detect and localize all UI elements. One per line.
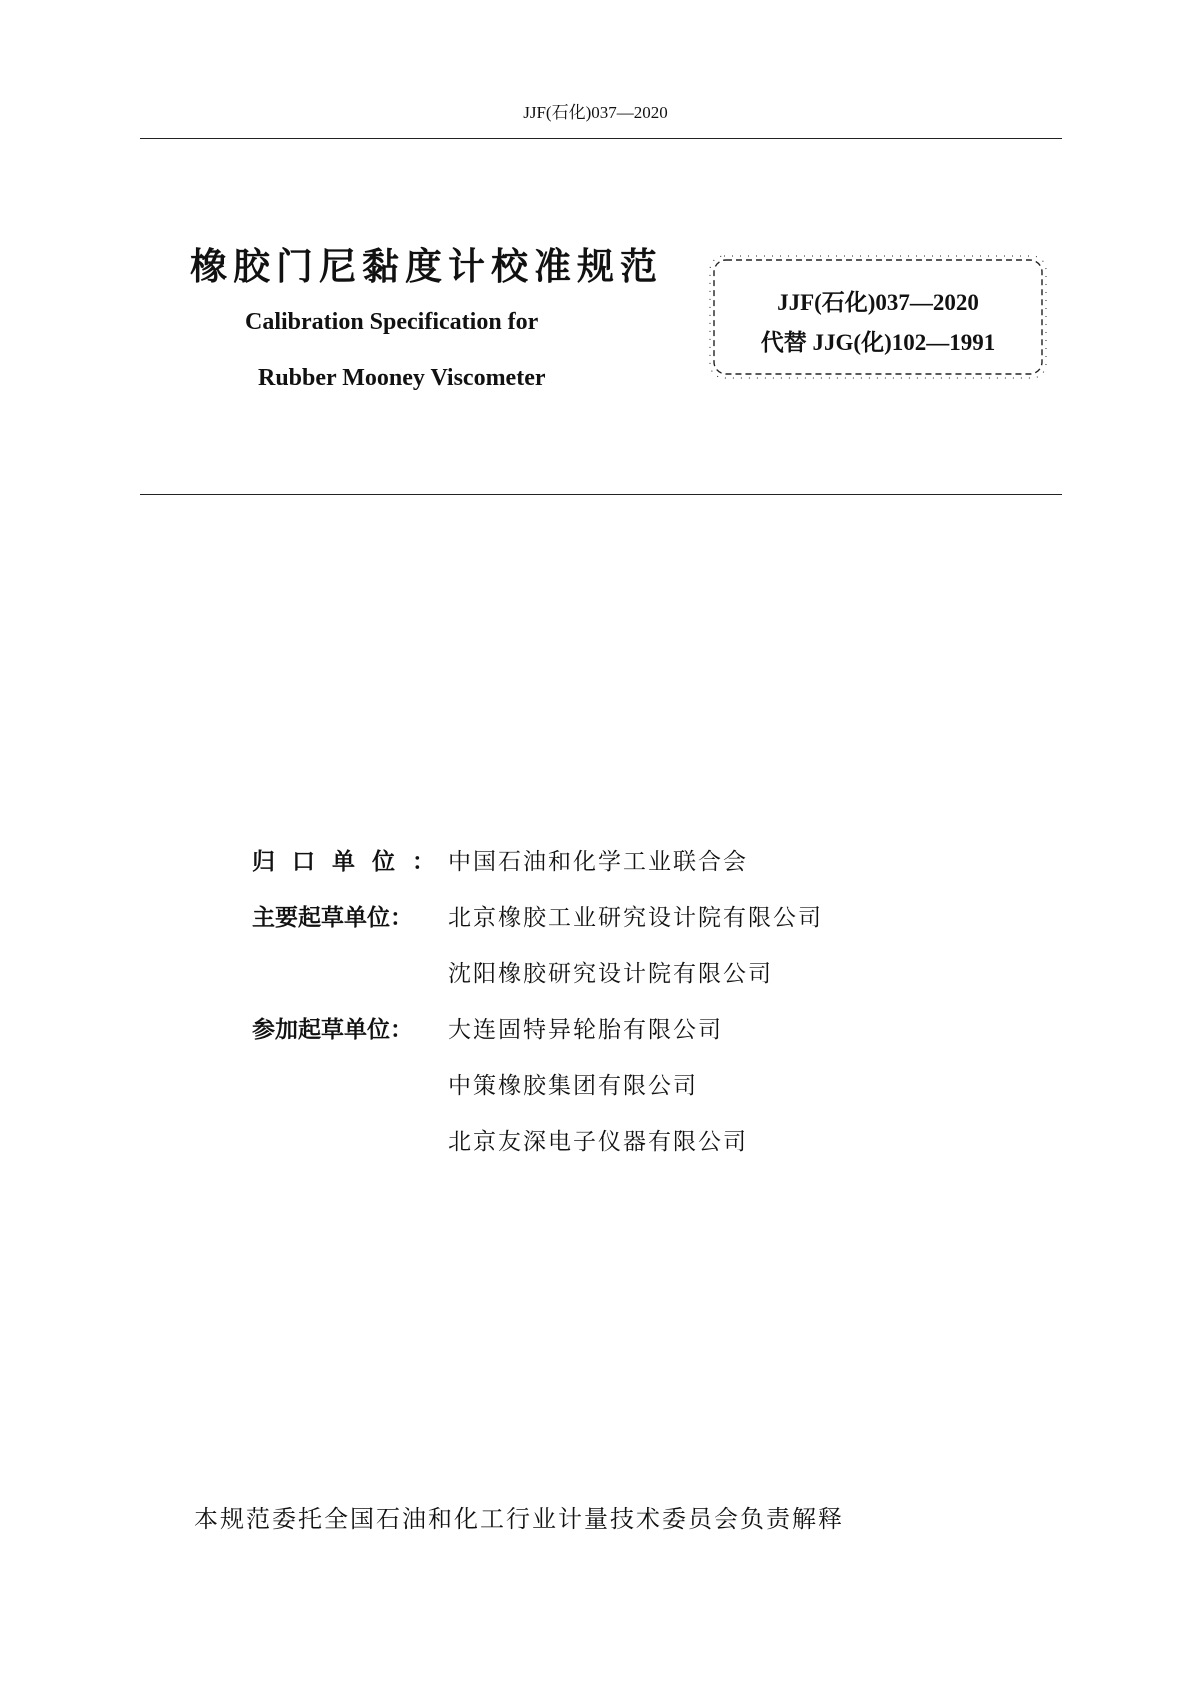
- header-rule: [140, 138, 1062, 139]
- main-drafting-unit-value: 沈阳橡胶研究设计院有限公司: [448, 961, 773, 987]
- drafting-units-block: [252, 843, 823, 1179]
- document-title-chinese: 橡胶门尼黏度计校准规范: [190, 245, 663, 288]
- page-header-code: JJF(石化)037—2020: [523, 103, 668, 122]
- responsible-unit-value: 中国石油和化学工业联合会: [448, 849, 748, 875]
- replaces-standard: 代替 JJG(化)102—1991: [760, 330, 996, 355]
- main-drafting-unit-value: 北京橡胶工业研究设计院有限公司: [448, 905, 823, 931]
- participating-unit-value: 大连固特异轮胎有限公司: [448, 1017, 723, 1043]
- standard-number-box: [708, 254, 1048, 380]
- participating-unit-value: 中策橡胶集团有限公司: [448, 1073, 698, 1099]
- participating-unit-label: 参加起草单位：: [252, 1017, 413, 1043]
- standard-number: JJF(石化)037—2020: [777, 290, 979, 315]
- title-bottom-rule: [140, 494, 1062, 495]
- responsible-unit-label: 归口单位：: [252, 849, 452, 875]
- main-drafting-unit-label: 主要起草单位：: [252, 905, 413, 931]
- main-drafting-unit-group: [252, 899, 823, 1011]
- participating-unit-value: 北京友深电子仪器有限公司: [448, 1129, 748, 1155]
- responsible-unit-group: [252, 843, 823, 899]
- document-title-english-line1: Calibration Specification for: [245, 309, 539, 335]
- decorative-border: [708, 254, 1048, 380]
- participating-unit-group: [252, 1011, 823, 1179]
- interpretation-note: 本规范委托全国石油和化工行业计量技术委员会负责解释: [194, 1505, 844, 1533]
- document-title-english-line2: Rubber Mooney Viscometer: [258, 365, 546, 391]
